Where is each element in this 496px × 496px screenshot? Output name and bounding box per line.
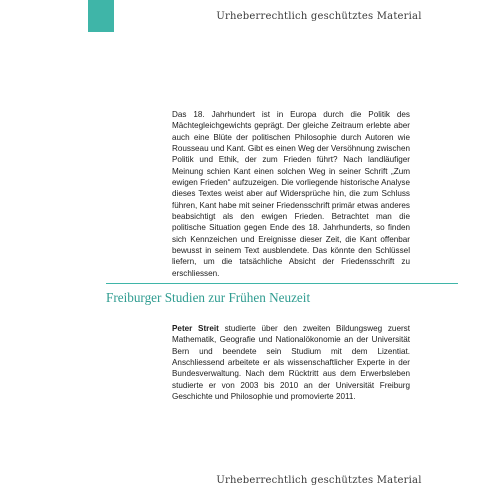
author-bio (172, 323, 410, 402)
series-title: Freiburger Studien zur Frühen Neuzeit (106, 290, 311, 305)
author-name: Peter Streit (172, 324, 219, 333)
copyright-watermark-bottom: Urheberrechtlich geschütztes Material (216, 475, 422, 486)
series-divider (106, 283, 458, 284)
copyright-watermark-top: Urheberrechtlich geschütztes Material (216, 11, 422, 22)
book-blurb: Das 18. Jahrhundert ist in Europa durch die Politik des Mächtegleichgewichts geprägt. Der gleiche Zeitraum erlebte aber auch eine Blüte der politischen Philosophie durch Autoren wie Rousseau und Kant. Gibt es einen Weg der Versöhnung zwischen Politik und Ethik, der zum Frieden führt? Nach landläufiger Meinung schien Kant einen solchen Weg in seiner Schrift „Zum ewigen Frieden“ aufzuzeigen. Die vorliegende historische Analyse dieses Textes weist aber auf Widersprüche hin, die zum Schluss führen, Kant habe mit seiner Friedensschrift primär etwas anderes beabsichtigt als den ewigen Frieden. Betrachtet man die politische Situation gegen Ende des 18. Jahrhunderts, so finden sich Kennzeichen und Ereignisse dieser Zeit, die Kant offenbar bewusst in seinem Text ausblendete. Das könnte den Schlüssel liefern, um die tatsächliche Absicht der Friedensschrift zu erschliessen. (172, 110, 410, 278)
corner-accent-block (88, 0, 114, 32)
author-bio-text: studierte über den zweiten Bildungsweg zuerst Mathematik, Geografie und Nationalökonomie an der Universität Bern und beendete sein Studium mit dem Lizentiat. Anschliessend arbeitete er als wissenschaftlicher Experte in der Bundesverwaltung. Nach dem Rücktritt aus dem Erwerbsleben studierte er von 2003 bis 2010 an der Universität Freiburg Geschichte und Philosophie und promovierte 2011. (172, 324, 410, 402)
